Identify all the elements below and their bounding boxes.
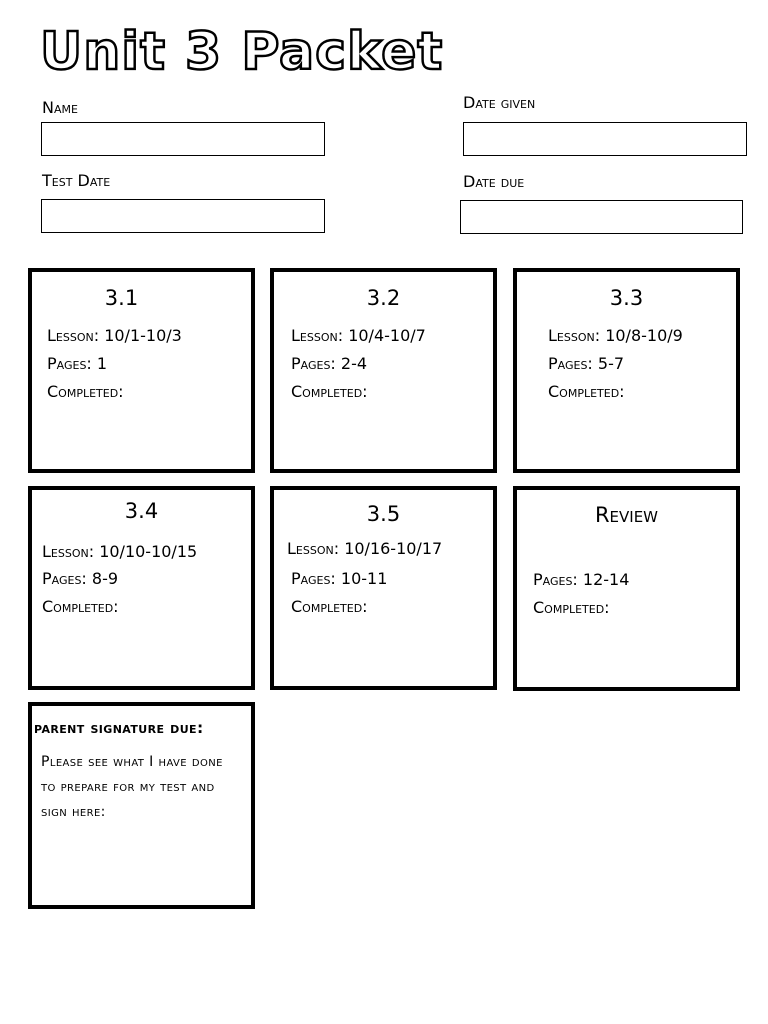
section-card-review	[513, 486, 740, 691]
date-due-field[interactable]	[460, 200, 743, 234]
test-date-field[interactable]	[41, 199, 325, 233]
completed-label: Completed:	[291, 382, 368, 401]
section-card-3-2	[270, 268, 497, 473]
pages-range: Pages: 2-4	[291, 354, 368, 373]
page-title: Unit 3 Packet	[40, 22, 444, 82]
section-title: 3.4	[124, 499, 159, 523]
pages-range: Pages: 8-9	[42, 569, 119, 588]
parent-signature-instructions: Please see what I have done to prepare for my test and sign here:	[41, 754, 223, 820]
completed-label: Completed:	[42, 597, 119, 616]
name-field[interactable]	[41, 122, 325, 156]
lesson-dates: Lesson: 10/8-10/9	[548, 326, 683, 345]
pages-range: Pages: 1	[47, 354, 108, 373]
lesson-dates: Lesson: 10/1-10/3	[47, 326, 182, 345]
section-title: 3.1	[104, 286, 139, 310]
date-due-label: Date due	[463, 172, 525, 191]
name-label: Name	[42, 98, 78, 117]
section-title: 3.2	[366, 286, 401, 310]
test-date-label: Test Date	[42, 171, 111, 190]
date-given-field[interactable]	[463, 122, 747, 156]
completed-label: Completed:	[291, 597, 368, 616]
lesson-dates: Lesson: 10/10-10/15	[42, 542, 198, 561]
lesson-dates: Lesson: 10/4-10/7	[291, 326, 426, 345]
section-title: 3.3	[609, 286, 644, 310]
section-card-3-3	[513, 268, 740, 473]
pages-range: Pages: 5-7	[548, 354, 625, 373]
date-given-label: Date given	[463, 93, 536, 112]
pages-range: Pages: 10-11	[291, 569, 388, 588]
completed-label: Completed:	[548, 382, 625, 401]
parent-signature-heading: parent signature due:	[34, 719, 204, 737]
section-title: 3.5	[366, 502, 401, 526]
section-card-3-5	[270, 486, 497, 690]
lesson-dates: Lesson: 10/16-10/17	[287, 539, 443, 558]
parent-signature-card[interactable]	[28, 702, 255, 909]
section-card-3-4	[28, 486, 255, 690]
completed-label: Completed:	[533, 598, 610, 617]
section-card-3-1	[28, 268, 255, 473]
section-title: Review	[594, 503, 659, 527]
completed-label: Completed:	[47, 382, 124, 401]
pages-range: Pages: 12-14	[533, 570, 630, 589]
